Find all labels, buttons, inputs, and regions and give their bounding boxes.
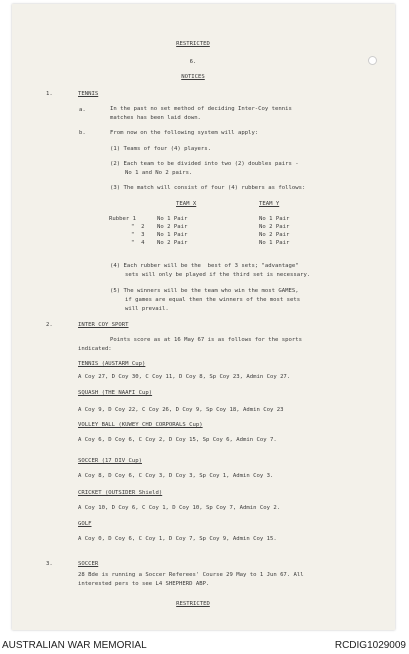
rule-item: (4) Each rubber will be the best of 3 sets; "advantage" (110, 263, 299, 269)
document-body (12, 4, 395, 630)
para-text: From now on the following system will apply: (110, 130, 259, 136)
para-text: In the past no set method of deciding Inter-Coy tennis (110, 106, 292, 112)
team-x-pair: No 1 Pair (157, 216, 188, 222)
team-x-pair: No 2 Pair (157, 224, 188, 230)
team-y-pair: No 2 Pair (259, 232, 290, 238)
section-number: 1. (46, 91, 53, 97)
rule-item: (1) Teams of four (4) players. (110, 146, 212, 152)
sport-scores: A Coy 8, D Coy 6, C Coy 3, D Coy 3, Sp Coy 1, Admin Coy 3. (78, 473, 274, 479)
section-heading: TENNIS (78, 91, 99, 97)
source-name: AUSTRALIAN WAR MEMORIAL (2, 640, 147, 651)
team-y-pair: No 2 Pair (259, 224, 290, 230)
document-page (12, 4, 395, 630)
rule-item: (2) Each team to be divided into two (2) doubles pairs - (110, 161, 299, 167)
para-text: Points score as at 16 May 67 is as follows for the sports (110, 337, 302, 343)
sport-scores: A Coy 6, D Coy 6, C Coy 2, D Coy 15, Sp Coy 6, Admin Coy 7. (78, 437, 277, 443)
classification-header: RESTRICTED (176, 41, 210, 47)
team-y-header: TEAM Y (259, 201, 280, 207)
rule-item: will prevail. (125, 306, 169, 312)
sport-title: GOLF (78, 521, 92, 527)
section-number: 3. (46, 561, 53, 567)
section-number: 2. (46, 322, 53, 328)
rule-item: No 1 and No 2 pairs. (125, 170, 193, 176)
rule-item: (5) The winners will be the team who win the most GAMES, (110, 288, 299, 294)
rule-item: (3) The match will consist of four (4) rubbers as follows: (110, 185, 306, 191)
team-x-pair: No 2 Pair (157, 240, 188, 246)
rubber-label: " 2 (131, 224, 145, 230)
rubber-label: Rubber 1 (109, 216, 136, 222)
sport-title: VOLLEY BALL (KUWEY CHD CORPORALS Cup) (78, 422, 203, 428)
team-y-pair: No 1 Pair (259, 240, 290, 246)
team-y-pair: No 1 Pair (259, 216, 290, 222)
page-number: 6. (189, 59, 197, 65)
sport-title: SQUASH (THE NAAFI Cup) (78, 390, 153, 396)
record-id: RCDIG1029009 (334, 640, 406, 651)
sport-title: CRICKET (OUTSIDER Shield) (78, 490, 163, 496)
sport-title: TENNIS (AUSTARM Cup) (78, 361, 146, 367)
classification-footer: RESTRICTED (176, 601, 210, 607)
section-heading: SOCCER (78, 561, 99, 567)
section-heading: INTER COY SPORT (78, 322, 129, 328)
rubber-label: " 3 (131, 232, 145, 238)
source-caption (0, 638, 409, 654)
sport-scores: A Coy 10, D Coy 6, C Coy 1, D Coy 10, Sp Coy 7, Admin Coy 2. (78, 505, 281, 511)
team-x-pair: No 1 Pair (157, 232, 188, 238)
para-text: matches has been laid down. (110, 115, 201, 121)
para-text: interested pers to see L4 SHEPHERD ABP. (78, 581, 210, 587)
sport-scores: A Coy 27, D Coy 30, C Coy 11, D Coy 8, Sp Coy 23, Admin Coy 27. (78, 374, 291, 380)
para-text: indicated: (78, 346, 112, 352)
sport-scores: A Coy 0, D Coy 6, C Coy 1, D Coy 7, Sp Coy 9, Admin Coy 15. (78, 536, 277, 542)
team-x-header: TEAM X (176, 201, 197, 207)
rule-item: sets will only be played if the third set is necessary. (125, 272, 311, 278)
sport-title: SOCCER (17 DIV Cup) (78, 458, 142, 464)
rubber-label: " 4 (131, 240, 145, 246)
para-text: 28 Bde is running a Soccer Referees' Course 29 May to 1 Jun 67. All (78, 572, 304, 578)
para-label: a. (79, 107, 86, 113)
sport-scores: A Coy 9, D Coy 22, C Coy 26, D Coy 9, Sp Coy 18, Admin Coy 23 (78, 407, 284, 413)
rule-item: if games are equal then the winners of the most sets (125, 297, 301, 303)
notices-title: NOTICES (181, 74, 205, 80)
para-label: b. (79, 130, 86, 136)
